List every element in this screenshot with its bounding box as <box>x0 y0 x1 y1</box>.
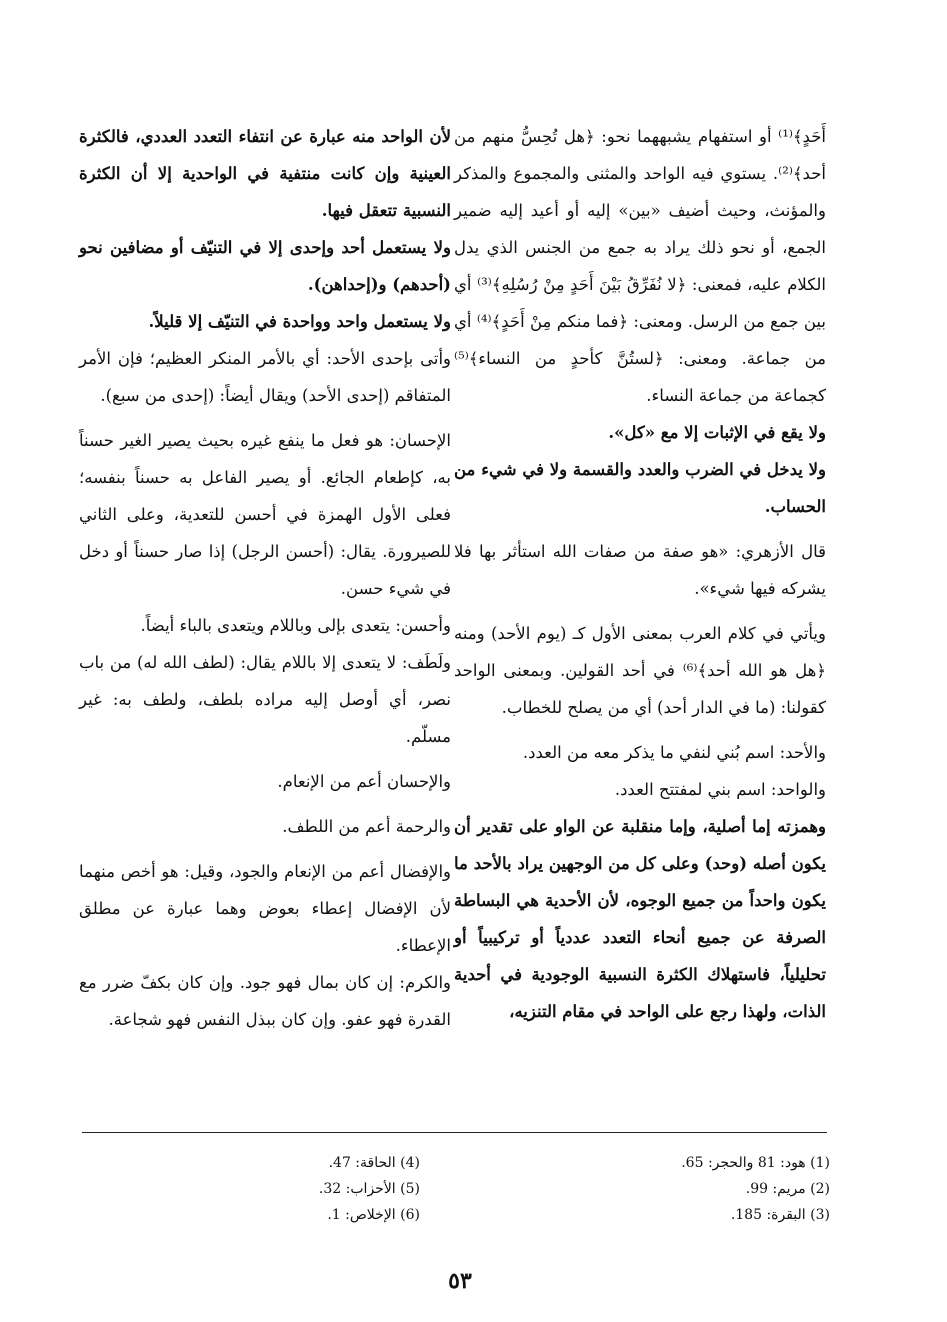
paragraph: ولا يستعمل أحد وإحدى إلا في التنيّف أو مضافين نحو (أحدهم) و(إحداهن). <box>79 238 451 294</box>
paragraph: قال الأزهري: «هو صفة من صفات الله استأثر بها فلا يشركه فيها شيء». <box>454 542 826 598</box>
paragraph: الإحسان: هو فعل ما ينفع غيره بحيث يصير الغير حسناً به، كإطعام الجائع. أو يصير الفاعل به حسناً بنفسه؛ فعلى الأول الهمزة في أحسن للتعدية، وعلى الثاني للصيرورة. يقال: (أحسن الرجل) إذا صار حسناً أو دخل في شيء حسن. <box>79 431 451 598</box>
paragraph: ولا يستعمل واحد وواحدة في التنيّف إلا قليلاً. <box>148 312 451 331</box>
left-text-column <box>79 118 451 1038</box>
footnote: (3) البقرة: 185. <box>730 1207 830 1223</box>
paragraph: ولا يقع في الإثبات إلا مع «كل». <box>608 423 826 442</box>
paragraph: والواحد: اسم بني لمفتتح العدد. <box>614 780 826 799</box>
paragraph: وهمزته إما أصلية، وإما منقلبة عن الواو على تقدير أن يكون أصله (وحد) وعلى كل من الوجهين يراد بالأحد ما يكون واحداً من جميع الوجوه، لأن الأحدية هي البساطة الصرفة عن جميع أنحاء التعدد عددياً أو تركيبياً أو تحليلياً، فاستهلاك الكثرة النسبية الوجودية في أحدية الذات، ولهذا رجع على الواحد في مقام التنزيه، <box>454 817 826 1021</box>
paragraph: وأتى بإحدى الأحد: أي بالأمر المنكر العظيم؛ فإن الأمر المتفاقم (إحدى الأحد) ويقال أيضاً: (إحدى من سبع). <box>79 349 451 405</box>
paragraph: والأحد: اسم بُني لنفي ما يذكر معه من العدد. <box>522 743 826 762</box>
paragraph: والرحمة أعم من اللطف. <box>282 817 451 836</box>
paragraph: والإفضال أعم من الإنعام والجود، وقيل: هو أخص منهما لأن الإفضال إعطاء بعوض وهما عبارة عن مطلق الإعطاء. <box>79 862 451 955</box>
paragraph: أَحَدٍ﴾⁽¹⁾ أو استفهام يشبههما نحو: ﴿هل تُحِسُّ منهم من أحد﴾⁽²⁾. يستوي فيه الواحد والمثنى والمجموع والمذكر والمؤنث، وحيث أضيف «بين» إليه أو أعيد إليه ضمير الجمع، أو نحو ذلك يراد به جمع من الجنس الذي يدل الكلام عليه، فمعنى: ﴿لا نُفَرِّقُ بَيْنَ أَحَدٍ مِنْ رُسُلِهِ﴾⁽³⁾ أي بين جمع من الرسل. ومعنى: ﴿فما منكم مِنْ أَحَدٍ﴾⁽⁴⁾ أي من جماعة. ومعنى: ﴿لستُنَّ كأحدٍ من النساء﴾⁽⁵⁾ كجماعة من جماعة النساء. <box>454 127 827 405</box>
footnotes-left <box>180 1150 420 1228</box>
paragraph: والكرم: إن كان بمال فهو جود. وإن كان بكفّ ضرر مع القدرة فهو عفو. وإن كان ببذل النفس فهو شجاعة. <box>79 973 451 1029</box>
paragraph: والإحسان أعم من الإنعام. <box>277 772 451 791</box>
footnote: (1) هود: 81 والحجر: 65. <box>681 1155 830 1171</box>
paragraph: ولَطَف: لا يتعدى إلا باللام يقال: (لطف الله له) من باب نصر، أي أوصل إليه مراده بلطف، ولطف به: غير مسلّم. <box>79 653 451 746</box>
right-text-column <box>454 118 826 1030</box>
footnote-divider <box>82 1132 827 1133</box>
paragraph: ولا يدخل في الضرب والعدد والقسمة ولا في شيء من الحساب. <box>454 460 826 516</box>
page-number: ٥٣ <box>448 1268 472 1294</box>
footnote: (5) الأحزاب: 32. <box>318 1181 420 1197</box>
footnotes-right <box>560 1150 830 1228</box>
paragraph: ويأتي في كلام العرب بمعنى الأول كـ (يوم الأحد) ومنه ﴿هل هو الله أحد﴾⁽⁶⁾ في أحد القولين. وبمعنى الواحد كقولنا: (ما في الدار أحد) أي من يصلح للخطاب. <box>454 624 826 717</box>
footnote: (2) مريم: 99. <box>745 1181 830 1197</box>
paragraph: وأحسن: يتعدى بإلى وباللام ويتعدى بالباء أيضاً. <box>140 616 451 635</box>
paragraph: لأن الواحد منه عبارة عن انتفاء التعدد العددي، فالكثرة العينية وإن كانت منتفية في الواحدية إلا أن الكثرة النسبية تتعقل فيها. <box>79 127 451 220</box>
footnote: (4) الحاقة: 47. <box>328 1155 420 1171</box>
footnote: (6) الإخلاص: 1. <box>327 1207 420 1223</box>
